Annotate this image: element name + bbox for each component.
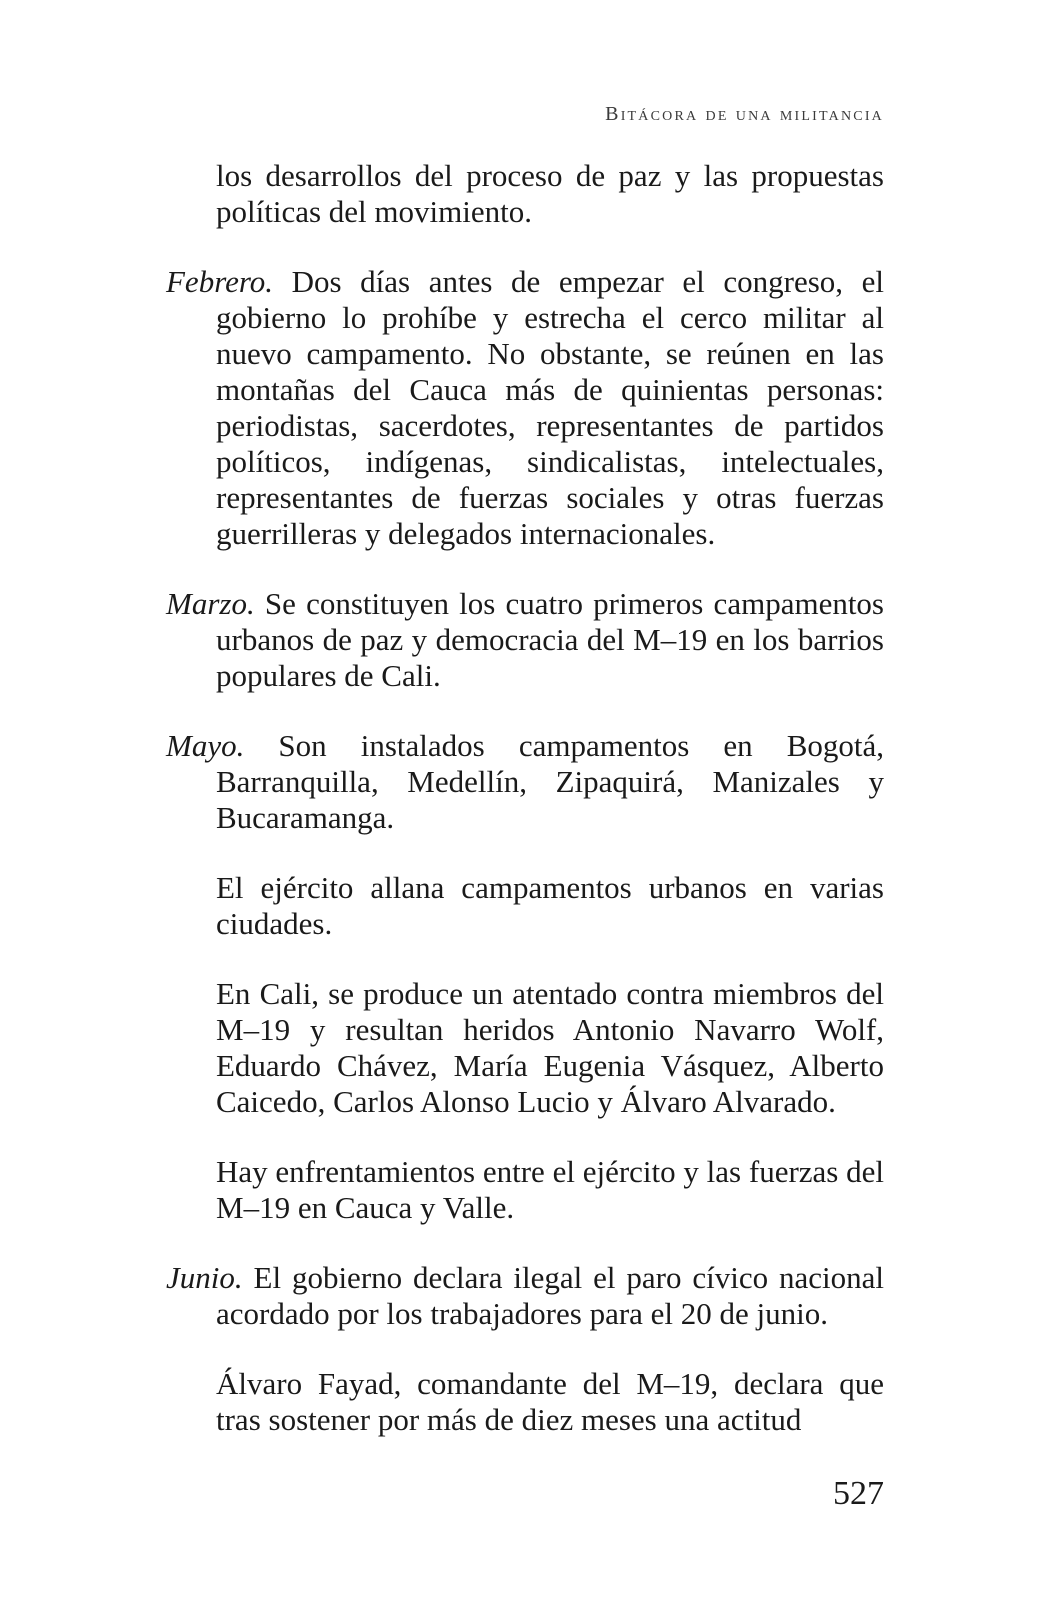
month-label-marzo: Marzo. (166, 586, 255, 621)
paragraph-continuation: los desarrollos del proceso de paz y las propuestas políticas del movimiento. (216, 158, 884, 229)
month-label-mayo: Mayo. (166, 728, 245, 763)
paragraph-mayo-3: En Cali, se produce un atentado contra miembros del M–19 y resultan heridos Antonio Navarro Wolf, Eduardo Chávez, María Eugenia Vásquez, Alberto Caicedo, Carlos Alonso Lucio y Álvaro Alvarado. (216, 976, 884, 1119)
running-header: Bitácora de una militancia (605, 103, 884, 125)
paragraph-mayo-2: El ejército allana campamentos urbanos en varias ciudades. (216, 870, 884, 941)
entry-text-febrero: Dos días antes de empezar el congreso, el gobierno lo prohíbe y estrecha el cerco militar al nuevo campamento. No obstante, se reúnen en las montañas del Cauca más de quinientas personas: periodistas, sacerdotes, representantes de partidos políticos, indígenas, sindicalistas, intelectuales, representantes de fuerzas sociales y otras fuerzas guerrilleras y delegados internacionales. (216, 264, 884, 551)
entry-text-junio: El gobierno declara ilegal el paro cívico nacional acordado por los trabajadores para el 20 de junio. (216, 1260, 884, 1331)
entry-junio (166, 1260, 884, 1332)
entry-mayo (166, 728, 884, 836)
entry-text-mayo: Son instalados campamentos en Bogotá, Barranquilla, Medellín, Zipaquirá, Manizales y Bucaramanga. (216, 728, 884, 835)
entry-text-marzo: Se constituyen los cuatro primeros campamentos urbanos de paz y democracia del M–19 en los barrios populares de Cali. (216, 586, 884, 693)
entry-marzo (166, 586, 884, 694)
entry-febrero (166, 264, 884, 552)
page-number: 527 (833, 1475, 884, 1512)
body-text (166, 158, 884, 1472)
month-label-junio: Junio. (166, 1260, 243, 1295)
paragraph-junio-2: Álvaro Fayad, comandante del M–19, declara que tras sostener por más de diez meses una actitud (216, 1366, 884, 1437)
paragraph-mayo-4: Hay enfrentamientos entre el ejército y las fuerzas del M–19 en Cauca y Valle. (216, 1154, 884, 1225)
month-label-febrero: Febrero. (166, 264, 274, 299)
